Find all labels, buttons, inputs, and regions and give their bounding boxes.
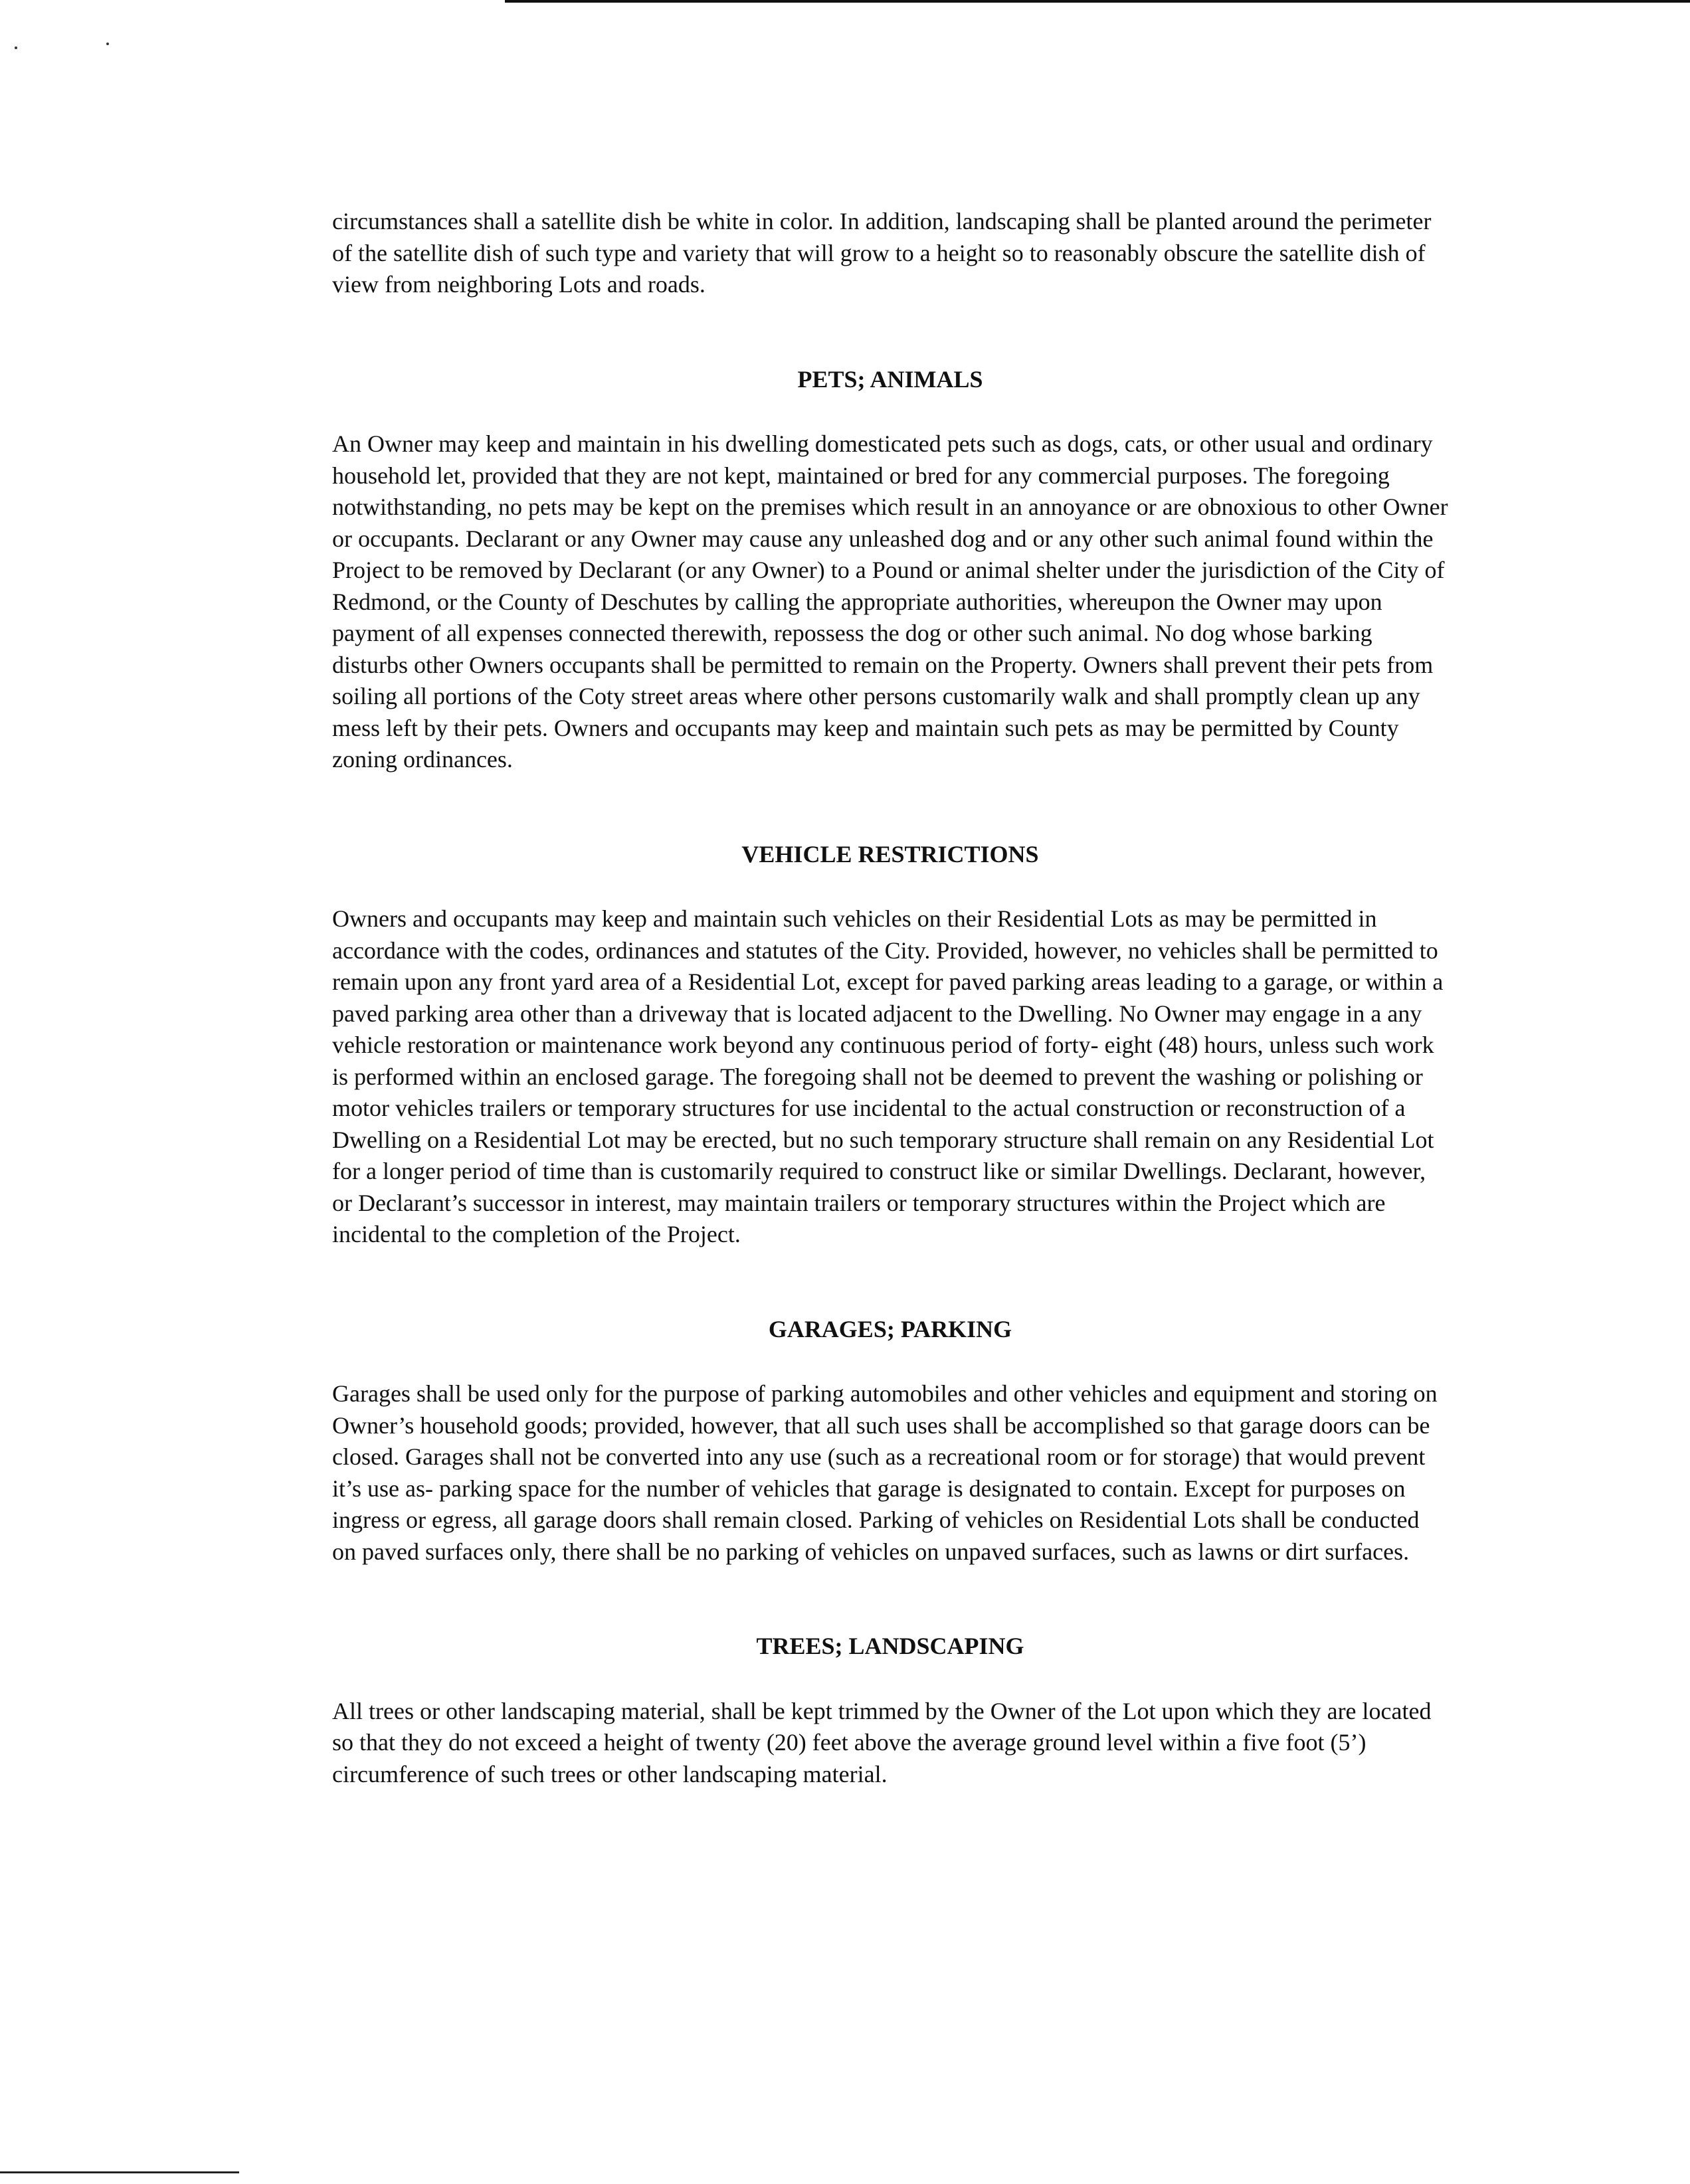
document-page (332, 206, 1448, 1790)
scan-edge-bottom (0, 2171, 239, 2173)
section-heading: TREES; LANDSCAPING (756, 1633, 1024, 1659)
section-body: All trees or other landscaping material, shall be kept trimmed by the Owner of the Lot upon which they are located so that they do not exceed a height of twenty (20) feet above the average ground level within a five foot (5’) circumference of such trees or other landscaping material. (332, 1697, 1432, 1787)
section-pets-animals (332, 364, 1448, 776)
scan-edge-top (505, 0, 1690, 3)
section-garages-parking (332, 1314, 1448, 1568)
section-vehicle-restrictions (332, 839, 1448, 1251)
intro-paragraph: circumstances shall a satellite dish be white in color. In addition, landscaping shall be planted around the perimeter of the satellite dish of such type and variety that will grow to a height so to reasonably obscure the satellite dish of view from neighboring Lots and roads. (332, 208, 1432, 298)
section-trees-landscaping (332, 1631, 1448, 1790)
scan-speck (15, 46, 17, 49)
section-heading: PETS; ANIMALS (797, 365, 983, 393)
section-body: Garages shall be used only for the purpose of parking automobiles and other vehicles and equipment and storing on Owner’s household goods; provided, however, that all such uses shall be accomplished so that garage doors can be closed. Garages shall not be converted into any use (such as a recreational room or for storage) that would prevent it’s use as- parking space for the number of vehicles that garage is designated to contain. Except for purposes on ingress or egress, all garage doors shall remain closed. Parking of vehicles on Residential Lots shall be conducted on paved surfaces only, there shall be no parking of vehicles on unpaved surfaces, such as lawns or dirt surfaces. (332, 1380, 1438, 1565)
section-body: An Owner may keep and maintain in his dwelling domesticated pets such as dogs, cats, or other usual and ordinary household let, provided that they are not kept, maintained or bred for any commercial purposes. The foregoing notwithstanding, no pets may be kept on the premises which result in an annoyance or are obnoxious to other Owner or occupants. Declarant or any Owner may cause any unleashed dog and or any other such animal found within the Project to be removed by Declarant (or any Owner) to a Pound or animal shelter under the jurisdiction of the City of Redmond, or the County of Deschutes by calling the appropriate authorities, whereupon the Owner may upon payment of all expenses connected therewith, repossess the dog or other such animal. No dog whose barking disturbs other Owners occupants shall be permitted to remain on the Property. Owners shall prevent their pets from soiling all portions of the Coty street areas where other persons customarily walk and shall promptly clean up any mess left by their pets. Owners and occupants may keep and maintain such pets as may be permitted by County zoning ordinances. (332, 430, 1448, 773)
scan-speck (106, 43, 109, 45)
section-body: Owners and occupants may keep and maintain such vehicles on their Residential Lots as may be permitted in accordance with the codes, ordinances and statutes of the City. Provided, however, no vehicles shall be permitted to remain upon any front yard area of a Residential Lot, except for paved parking areas leading to a garage, or within a paved parking area other than a driveway that is located adjacent to the Dwelling. No Owner may engage in a any vehicle restoration or maintenance work beyond any continuous period of forty- eight (48) hours, unless such work is performed within an enclosed garage. The foregoing shall not be deemed to prevent the washing or polishing or motor vehicles trailers or temporary structures for use incidental to the actual construction or reconstruction of a Dwelling on a Residential Lot may be erected, but no such temporary structure shall remain on any Residential Lot for a longer period of time than is customarily required to construct like or similar Dwellings. Declarant, however, or Declarant’s successor in interest, may maintain trailers or temporary structures within the Project which are incidental to the completion of the Project. (332, 905, 1444, 1247)
section-heading: VEHICLE RESTRICTIONS (741, 840, 1039, 867)
section-heading: GARAGES; PARKING (768, 1315, 1012, 1342)
